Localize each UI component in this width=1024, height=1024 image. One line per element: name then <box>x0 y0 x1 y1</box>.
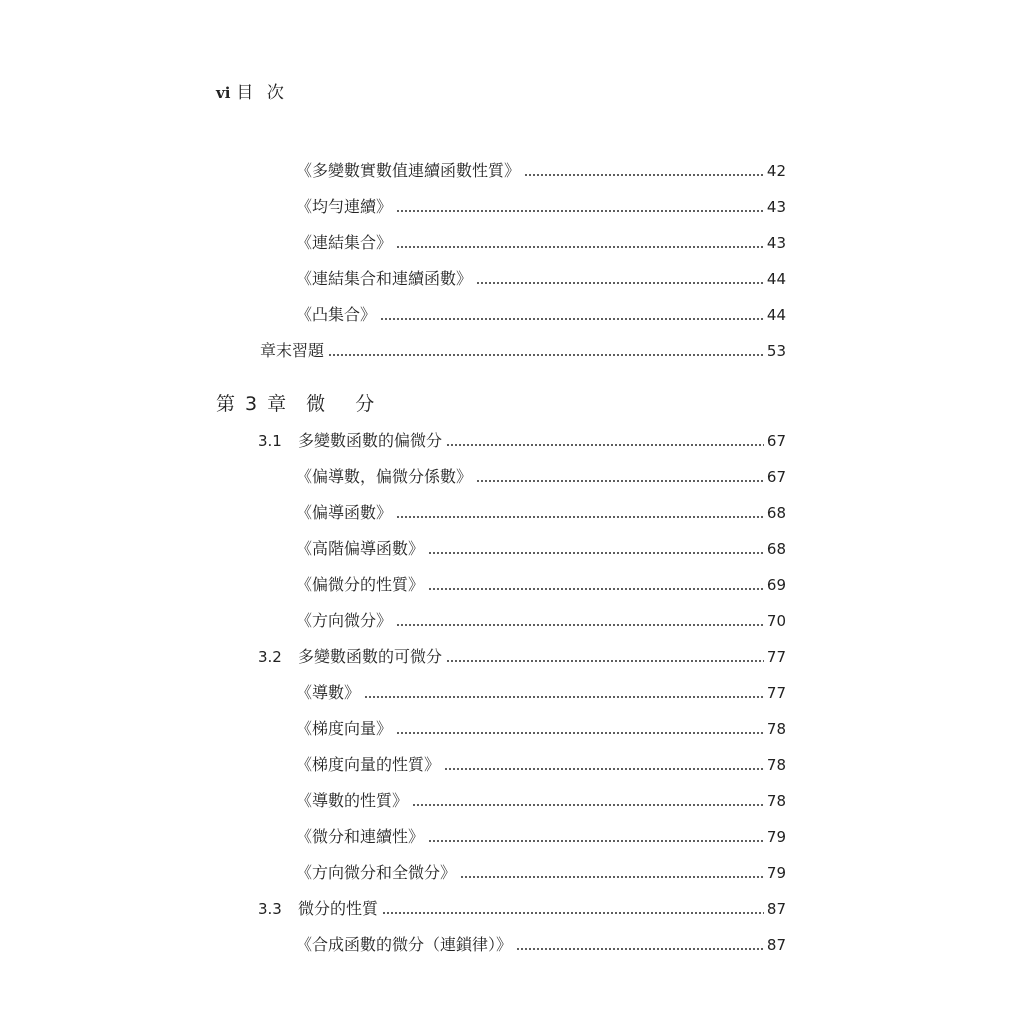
page-number: vi <box>216 84 231 102</box>
toc-section-row <box>258 430 786 452</box>
dot-leader <box>412 803 764 807</box>
section-number: 3.3 <box>258 900 282 918</box>
toc-entry-row <box>296 718 786 740</box>
dot-leader <box>428 839 764 843</box>
dot-leader <box>396 731 764 735</box>
toc-entry-row <box>296 466 786 488</box>
toc-section-row <box>258 898 786 920</box>
dot-leader <box>328 353 764 357</box>
entry-title: 《高階偏導函數》 <box>296 539 425 558</box>
entry-page-number: 67 <box>766 432 786 450</box>
dot-leader <box>460 875 764 879</box>
dot-leader <box>382 911 764 915</box>
entry-page-number: 78 <box>766 720 786 738</box>
dot-leader <box>516 947 764 951</box>
chapter-title: 微 分 <box>306 393 387 415</box>
entry-page-number: 43 <box>766 234 786 252</box>
entry-title: 《連結集合和連續函數》 <box>296 269 473 288</box>
entry-title: 《偏導函數》 <box>296 503 393 522</box>
toc-entry-row <box>296 502 786 524</box>
entry-page-number: 77 <box>766 684 786 702</box>
toc-entry-row <box>296 862 786 884</box>
toc-entry-row <box>296 268 786 290</box>
dot-leader <box>380 317 764 321</box>
entry-title: 多變數函數的偏微分 <box>298 431 443 450</box>
entry-title: 《連結集合》 <box>296 233 393 252</box>
entry-title: 《凸集合》 <box>296 305 377 324</box>
entry-title: 《多變數實數值連續函數性質》 <box>296 161 521 180</box>
entry-title: 《導數的性質》 <box>296 791 409 810</box>
header-section-title: 目 次 <box>236 83 288 103</box>
entry-page-number: 77 <box>766 648 786 666</box>
dot-leader <box>364 695 764 699</box>
section-number: 3.2 <box>258 648 282 666</box>
entry-page-number: 53 <box>766 342 786 360</box>
dot-leader <box>428 587 764 591</box>
toc-entry-row <box>296 790 786 812</box>
toc-entry-row <box>296 538 786 560</box>
entry-page-number: 44 <box>766 306 786 324</box>
toc-entry-row <box>296 574 786 596</box>
entry-page-number: 43 <box>766 198 786 216</box>
section-number: 3.1 <box>258 432 282 450</box>
entry-page-number: 67 <box>766 468 786 486</box>
chapter-label: 第 3 章 <box>216 393 289 415</box>
toc-entry-row <box>296 754 786 776</box>
toc-section-row <box>258 646 786 668</box>
dot-leader <box>444 767 764 771</box>
entry-title: 多變數函數的可微分 <box>298 647 443 666</box>
dot-leader <box>396 515 764 519</box>
entry-page-number: 44 <box>766 270 786 288</box>
entry-title: 章末習題 <box>260 341 325 360</box>
chapter-heading <box>216 389 386 416</box>
entry-title: 《方向微分和全微分》 <box>296 863 457 882</box>
dot-leader <box>446 659 764 663</box>
entry-title: 《偏微分的性質》 <box>296 575 425 594</box>
toc-entry-row <box>296 196 786 218</box>
dot-leader <box>446 443 764 447</box>
entry-page-number: 79 <box>766 828 786 846</box>
toc-entry-row <box>296 304 786 326</box>
entry-page-number: 42 <box>766 162 786 180</box>
dot-leader <box>524 173 764 177</box>
entry-page-number: 69 <box>766 576 786 594</box>
toc-entry-row <box>296 160 786 182</box>
dot-leader <box>396 623 764 627</box>
toc-entry-row <box>296 232 786 254</box>
entry-title: 《導數》 <box>296 683 361 702</box>
entry-title: 《均勻連續》 <box>296 197 393 216</box>
dot-leader <box>476 479 764 483</box>
toc-entry-row <box>296 826 786 848</box>
dot-leader <box>476 281 764 285</box>
entry-title: 《梯度向量》 <box>296 719 393 738</box>
entry-page-number: 87 <box>766 936 786 954</box>
entry-title: 《方向微分》 <box>296 611 393 630</box>
entry-page-number: 78 <box>766 756 786 774</box>
entry-page-number: 78 <box>766 792 786 810</box>
entry-page-number: 87 <box>766 900 786 918</box>
entry-page-number: 68 <box>766 504 786 522</box>
entry-title: 《合成函數的微分（連鎖律）》 <box>296 935 513 954</box>
entry-title: 《微分和連續性》 <box>296 827 425 846</box>
entry-page-number: 68 <box>766 540 786 558</box>
toc-entry-row <box>296 934 786 956</box>
entry-title: 《偏導數，偏微分係數》 <box>296 467 473 486</box>
dot-leader <box>428 551 764 555</box>
entry-page-number: 70 <box>766 612 786 630</box>
dot-leader <box>396 209 764 213</box>
entry-title: 微分的性質 <box>298 899 379 918</box>
toc-entry-row <box>296 682 786 704</box>
entry-page-number: 79 <box>766 864 786 882</box>
entry-title: 《梯度向量的性質》 <box>296 755 441 774</box>
running-header <box>216 78 288 103</box>
dot-leader <box>396 245 764 249</box>
toc-entry-row <box>296 610 786 632</box>
toc-entry-row <box>260 340 786 362</box>
